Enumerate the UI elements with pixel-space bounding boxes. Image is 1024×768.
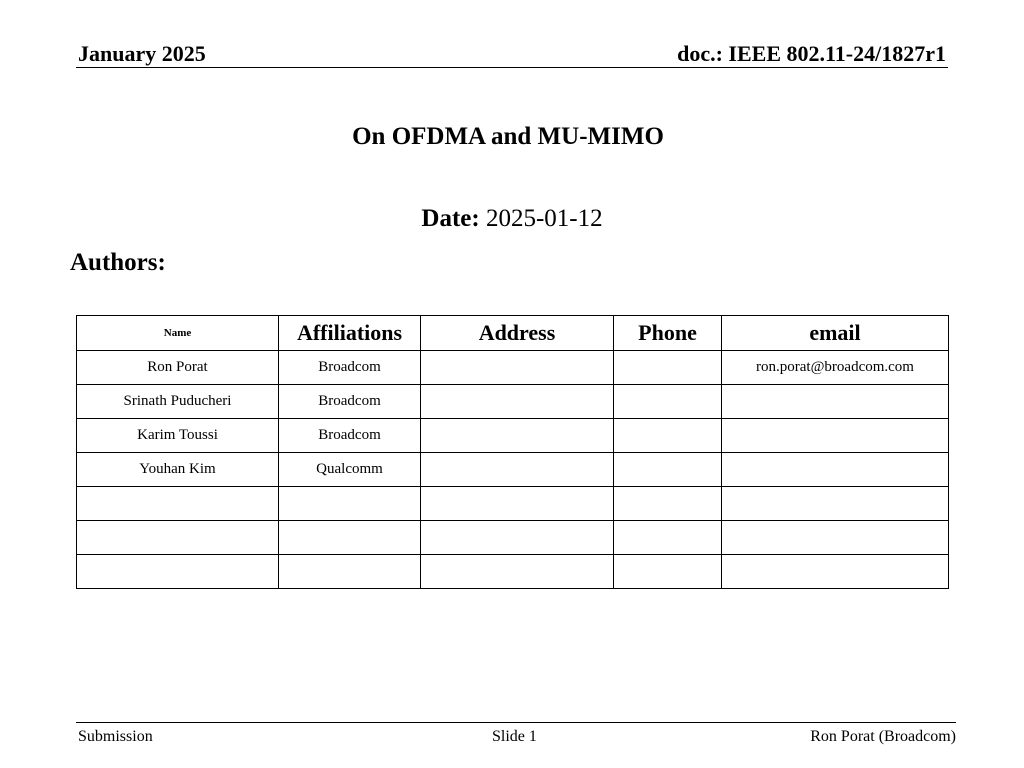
- cell-name: [77, 555, 279, 589]
- cell-phone: [614, 385, 722, 419]
- cell-name: Karim Toussi: [77, 419, 279, 453]
- cell-affiliation: Broadcom: [279, 385, 421, 419]
- cell-address: [421, 555, 614, 589]
- table-row: [77, 351, 949, 385]
- cell-affiliation: [279, 487, 421, 521]
- cell-affiliation: [279, 555, 421, 589]
- header-doc-id: doc.: IEEE 802.11-24/1827r1: [677, 41, 946, 66]
- footer-divider: [76, 722, 956, 723]
- cell-address: [421, 351, 614, 385]
- column-header-affiliations: Affiliations: [279, 316, 421, 351]
- authors-table: [76, 315, 949, 589]
- table-row: [77, 555, 949, 589]
- cell-affiliation: Broadcom: [279, 419, 421, 453]
- slide-title: On OFDMA and MU-MIMO: [352, 123, 664, 150]
- date-value: 2025-01-12: [485, 205, 603, 232]
- cell-address: [421, 385, 614, 419]
- header-divider: [76, 67, 948, 68]
- cell-address: [421, 453, 614, 487]
- cell-phone: [614, 521, 722, 555]
- cell-email: ron.porat@broadcom.com: [722, 351, 949, 385]
- cell-phone: [614, 419, 722, 453]
- header-date: January 2025: [78, 41, 206, 66]
- cell-email: [722, 521, 949, 555]
- table-row: [77, 453, 949, 487]
- cell-affiliation: Broadcom: [279, 351, 421, 385]
- table-header-row: [77, 316, 949, 351]
- footer-submission: Submission: [78, 728, 153, 745]
- cell-phone: [614, 453, 722, 487]
- cell-email: [722, 453, 949, 487]
- date-line: [0, 205, 1024, 233]
- cell-email: [722, 487, 949, 521]
- cell-phone: [614, 487, 722, 521]
- cell-name: Youhan Kim: [77, 453, 279, 487]
- cell-email: [722, 419, 949, 453]
- date-label: Date:: [421, 205, 480, 232]
- table-row: [77, 419, 949, 453]
- cell-email: [722, 555, 949, 589]
- column-header-email: email: [722, 316, 949, 351]
- cell-phone: [614, 555, 722, 589]
- footer-slide-number: Slide 1: [492, 728, 537, 745]
- cell-address: [421, 487, 614, 521]
- table-row: [77, 385, 949, 419]
- cell-email: [722, 385, 949, 419]
- column-header-phone: Phone: [614, 316, 722, 351]
- cell-name: Ron Porat: [77, 351, 279, 385]
- authors-heading: Authors:: [70, 249, 166, 276]
- column-header-address: Address: [421, 316, 614, 351]
- cell-phone: [614, 351, 722, 385]
- column-header-name: Name: [77, 316, 279, 351]
- cell-affiliation: [279, 521, 421, 555]
- cell-address: [421, 521, 614, 555]
- cell-name: Srinath Puducheri: [77, 385, 279, 419]
- footer-author: Ron Porat (Broadcom): [810, 728, 956, 745]
- table-row: [77, 521, 949, 555]
- table-row: [77, 487, 949, 521]
- cell-name: [77, 521, 279, 555]
- cell-address: [421, 419, 614, 453]
- cell-name: [77, 487, 279, 521]
- cell-affiliation: Qualcomm: [279, 453, 421, 487]
